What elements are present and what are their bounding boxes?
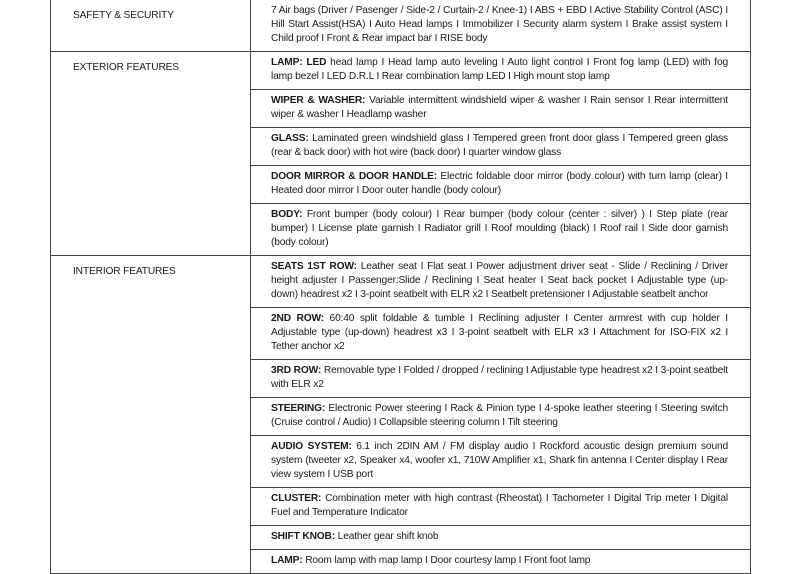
feature-label: DOOR MIRROR & DOOR HANDLE: — [271, 171, 437, 182]
feature-cell — [251, 308, 751, 360]
table-row — [51, 0, 751, 52]
feature-label: GLASS: — [271, 133, 309, 144]
feature-label: SEATS 1ST ROW: — [271, 261, 357, 272]
table-row — [51, 52, 751, 90]
table-row — [51, 256, 751, 308]
feature-text: 7 Air bags (Driver / Pasenger / Side-2 / Curtain-2 / Knee-1) I ABS + EBD I Active Stability Control (ASC) I Hill Start Assist(HSA) I Auto Head lamps I Immobilizer I Security alarm system I Brake assist system I Child proof I Front & Rear impact bar I RISE body — [271, 5, 728, 44]
feature-text: Removable type I Folded / dropped / reclining I Adjustable type headrest x2 I 3-point seatbelt with ELR x2 — [271, 365, 728, 390]
feature-label: CLUSTER: — [271, 493, 322, 504]
feature-label: LAMP: LED — [271, 57, 327, 68]
feature-text: head lamp I Head lamp auto leveling I Auto light control I Front fog lamp (LED) with fog lamp bezel I LED D.R.L I Rear combination lamp LED I High mount stop lamp — [271, 57, 728, 82]
category-exterior-features: EXTERIOR FEATURES — [51, 52, 251, 256]
feature-cell — [251, 204, 751, 256]
feature-cell — [251, 526, 751, 550]
feature-label: BODY: — [271, 209, 303, 220]
feature-cell — [251, 360, 751, 398]
feature-text: Electric foldable door mirror (body colour) with turn lamp (clear) I Heated door mirror I Door outer handle (body colour) — [271, 171, 728, 196]
feature-label: STEERING: — [271, 403, 326, 414]
feature-cell — [251, 166, 751, 204]
feature-label: 3RD ROW: — [271, 365, 322, 376]
feature-cell — [251, 550, 751, 574]
feature-text: Front bumper (body colour) I Rear bumper (body colour (center : silver) ) I Step plate (rear bumper) I License plate garnish I Radiator grill I Roof moulding (black) I Roof rail I Side door garnish (body colour) — [271, 209, 728, 248]
category-interior-features: INTERIOR FEATURES — [51, 256, 251, 574]
feature-label: AUDIO SYSTEM: — [271, 441, 352, 452]
feature-cell — [251, 398, 751, 436]
feature-text: Leather seat I Flat seat I Power adjustment driver seat - Slide / Reclining / Driver height adjuster I Passenger:Slide / Reclining I Seat heater I Seat back pocket I Adjustable type (up-down) headrest x2 I 3-point seatbelt with ELR x2 I Seatbelt pretensioner I Adjustable seatbelt anchor — [271, 261, 728, 300]
feature-cell — [251, 488, 751, 526]
feature-cell — [251, 436, 751, 488]
feature-label: SHIFT KNOB: — [271, 531, 335, 542]
feature-text: Electronic Power steering I Rack & Pinion type I 4-spoke leather steering I Steering switch (Cruise control / Audio) I Collapsible steering column I Tilt steering — [271, 403, 728, 428]
specifications-table — [50, 0, 751, 574]
category-safety-security: SAFETY & SECURITY — [51, 0, 251, 52]
feature-cell — [251, 128, 751, 166]
feature-text: 60:40 split foldable & tumble I Reclining adjuster I Center armrest with cup holder I Adjustable type (up-down) headrest x3 I 3-point seatbelt with ELR x3 I Attachment for ISO-FIX x2 I Tether anchor x2 — [271, 313, 728, 352]
feature-cell — [251, 0, 751, 52]
feature-cell — [251, 90, 751, 128]
feature-text: Room lamp with map lamp I Door courtesy lamp I Front foot lamp — [302, 555, 591, 566]
feature-cell — [251, 52, 751, 90]
feature-text: Variable intermittent windshield wiper & washer I Rain sensor I Rear intermittent wiper & washer I Headlamp washer — [271, 95, 728, 120]
feature-label: 2ND ROW: — [271, 313, 324, 324]
feature-cell — [251, 256, 751, 308]
feature-text: 6.1 inch 2DIN AM / FM display audio I Rockford acoustic design premium sound system (tweeter x2, Speaker x4, woofer x1, 710W Amplifier x1, Shark fin antenna I Center display I Rear view system I USB port — [271, 441, 728, 480]
feature-text: Laminated green windshield glass I Tempered green front door glass I Tempered green glass (rear & back door) with hot wire (back door) I quarter window glass — [271, 133, 728, 158]
feature-text: Leather gear shift knob — [335, 531, 439, 542]
feature-text: Combination meter with high contrast (Rheostat) I Tachometer I Digital Trip meter I Digital Fuel and Temperature Indicator — [271, 493, 728, 518]
feature-label: LAMP: — [271, 555, 303, 566]
feature-label: WIPER & WASHER: — [271, 95, 366, 106]
